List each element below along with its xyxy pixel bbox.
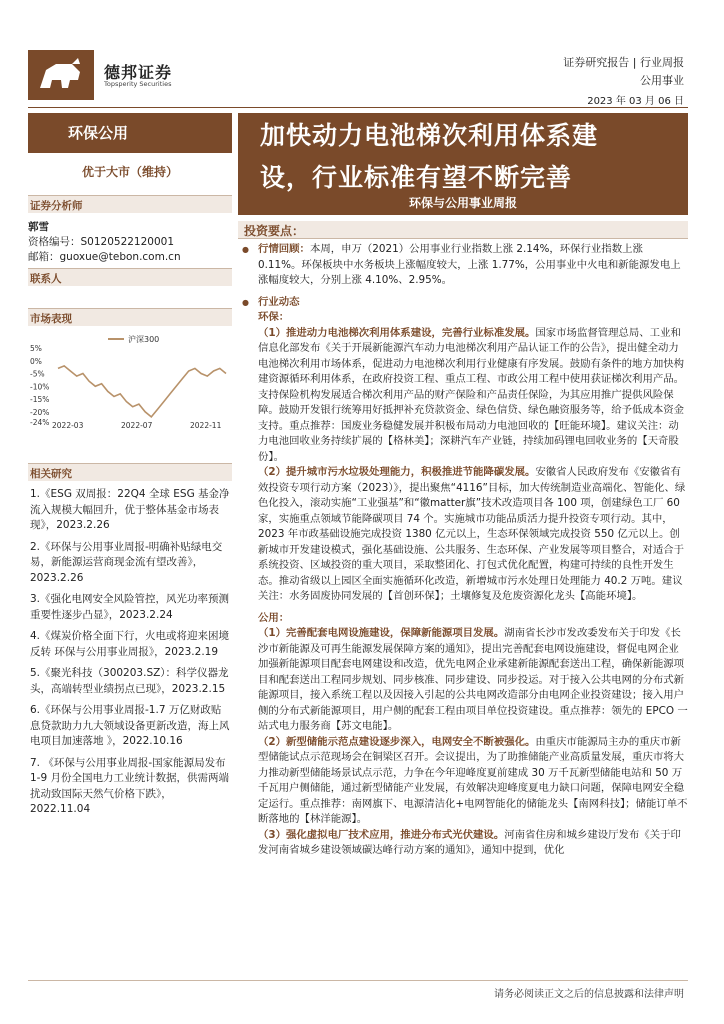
review-text: 本周，申万（2021）公用事业行业指数上涨 2.14%，环保行业指数上涨 0.11%。环保板块中水务板块上涨幅度较大，上涨 1.77%，公用事业中火电和新能源发电上涨幅度较大，分别上涨 4.10%、2.95%。	[258, 243, 681, 286]
x-tick-label: 2022-07	[121, 421, 153, 430]
research-item[interactable]: 3.《强化电网安全风险管控，风光功率预测重要性逐步凸显》，2023.2.24	[30, 593, 230, 621]
company-name: 德邦证券	[104, 63, 173, 82]
x-tick-label: 2022-11	[190, 421, 222, 430]
industry-label: 公用事业	[640, 74, 684, 87]
research-item[interactable]: 4.《煤炭价格全面下行，火电或将迎来困境反转 环保与公用事业周报》，2023.2.19	[30, 630, 230, 658]
disclaimer: 请务必阅读正文之后的信息披露和法律声明	[494, 989, 684, 1000]
rating: 优于大市（维持）	[81, 165, 178, 179]
research-item[interactable]: 7. 《环保与公用事业周报-国家能源局发布 1-9 月份全国电力工业统计数据，供需两端扰动致国际天然气价格下跌》，2022.11.04	[30, 756, 229, 815]
u3-text: 河南省住房和城乡建设厅发布《关于印发河南省城乡建设领域碳达峰行动方案的通知》，通知中提到，优化	[258, 828, 681, 856]
analyst-section-header: 证券分析师	[28, 195, 232, 213]
env-label: 环保：	[258, 311, 290, 323]
report-type: 证券研究报告 | 行业周报	[563, 56, 684, 69]
sector-banner: 环保公用	[28, 113, 232, 153]
series-line-hs300	[58, 366, 226, 417]
u1-text: 湖南省长沙市发改委发布关于印发《长沙市新能源及可再生能源发展保障方案的通知》，提出完善配套电网设施建设，督促电网企业加强新能源项目配套电网建设和改造，优先电网企业承建新能源配套送出工程，确保新能源项目和配套送出工程同步规划、同步核准、同步建设、同步投运。对于接入公共电网的分布式新能源项目，接入系统工程以及因接入引起的公共电网改造部分由电网企业投资建设；接入用户侧的分布式新能源项目，用户侧的配套工程由项目单位投资建设。重点推荐：领先的 EPCO 一站式电力服务商【苏文电能】。	[258, 627, 688, 732]
market-review	[242, 242, 688, 289]
u2-text: 由重庆市能源局主办的重庆市新型储能试点示范现场会在铜梁区召开。会议提出，为了助推储能产业高质量发展，重庆市将大力推动新型储能场景试点示范，力争在今年迎峰度夏前建成 30 万千瓦新型储能电站和 50 万千瓦用户侧储能，通过新型储能产业发展，有效解决迎峰度夏电力缺口问题，保障电网安全稳定运行。重点推荐：南网旗下、电源清洁化+电网智能化的储能龙头【南网科技】；储能订单不断落地的【林洋能源】。	[258, 735, 688, 825]
review-head: 行情回顾：	[258, 243, 310, 255]
report-date: 2023 年 03 月 06 日	[587, 96, 684, 107]
u1-head: （1）完善配套电网设施建设，保障新能源项目发展。	[258, 627, 505, 639]
title-line-2: 设，行业标准有望不断完善	[260, 163, 573, 192]
research-item[interactable]: 5.《聚光科技（300203.SZ）：科学仪器龙头，高端转型业绩拐点已现》，2023.2.15	[30, 667, 229, 695]
market-section-header: 市场表现	[28, 308, 232, 326]
report-body	[242, 242, 688, 859]
footer-divider	[28, 980, 688, 981]
company-english-name: Topsperity Securities	[104, 80, 172, 88]
report-subtitle: 环保与公用事业周报	[408, 196, 517, 210]
related-research-list	[30, 487, 230, 824]
y-tick-label: 0%	[30, 356, 42, 366]
u3-head: （3）强化虚拟电厂技术应用，推进分布式光伏建设。	[258, 828, 505, 841]
y-tick-label: 5%	[30, 344, 42, 353]
util-item-1	[242, 626, 688, 735]
env1-head: （1）推进动力电池梯次利用体系建设，完善行业标准发展。	[258, 326, 536, 339]
util-item-2	[242, 735, 688, 828]
contact-section-header: 联系人	[28, 268, 232, 286]
util-label: 公用：	[258, 611, 290, 624]
legend-label: 沪深300	[128, 335, 160, 344]
env2-text: 安徽省人民政府发布《安徽省有效投资专项行动方案（2023）》，提出聚焦“4116”目标，加大传统制造业高端化、智能化、绿色化投入，滚动实施“工业强基”和“徽matter旗”技术改造项目各 100 项，创建绿色工厂 60 家，实施重点领域节能降碳项目 74 个。实施城市功能品质活力提升投资专项行动。其中，2023 年市政基础设施完成投资 1380 亿元以上，生态环保领域完成投资 550 亿元以上。创新城市开发建设模式，强化基础设施、公共服务、生态环保、产业发展等项目整合，对适合于系统投资、区域投资的重大项目，采取整团化、打包式优化配置，构建可持续的良性开发生态。推动省级以上园区全面实施循环化改造，新增城市污水处理日处理能力 40.2 万吨。建议关注：水务固废协同发展的【首创环保】；土壤修复及危废资源化龙头【高能环境】。	[258, 466, 686, 602]
research-item[interactable]: 2.《环保与公用事业周报-明确补贴绿电交易，新能源运营商现金流有望改善》，2023.2.26	[30, 540, 223, 584]
report-type-block	[563, 54, 684, 90]
analyst-info	[28, 220, 181, 265]
analyst-email: 邮箱：guoxue@tebon.com.cn	[28, 251, 181, 263]
env1-text: 国家市场监督管理总局、工业和信息化部发布《关于开展新能源汽车动力电池梯次利用产品认证工作的公告》，提出健全动力电池梯次利用市场体系，促进动力电池梯次利用行业健康有序发展。鼓励有条件的地方加快构建资源循环利用体系，在政府投资工程、重点工程、市政公用工程中使用获证梯次利用产品。支持保险机构发展适合梯次利用产品的财产保险和产品责任保险，为其应用推广提供风险保障。鼓励开发银行统筹用好抵押补充贷款资金、绿色信贷、绿色融资服务等，给予低成本资金支持。重点推荐：国废业务稳健发展并积极布局动力电池回收的【旺能环境】。建议关注：动力电池回收业务持续扩展的【格林美】；深耕汽车产业链，持续加码锂电回收业务的【天奇股份】。	[258, 326, 685, 463]
company-logo	[28, 50, 94, 100]
report-header	[0, 0, 724, 108]
analyst-cert: 资格编号：S0120522120001	[28, 236, 175, 248]
analyst-name: 郭雪	[28, 221, 49, 233]
y-tick-label: -15%	[30, 395, 50, 405]
env-item-1	[242, 326, 688, 466]
x-tick-label: 2022-03	[52, 421, 84, 430]
research-item[interactable]: 6.《环保与公用事业周报-1.7 万亿财政贴息贷款助力九大领域设备更新改造，海上风电项目加速落地 》，2022.10.16	[30, 704, 230, 747]
env2-head: （2）提升城市污水垃圾处理能力，积极推进节能降碳发展。	[258, 466, 536, 478]
util-item-3	[242, 828, 688, 859]
research-item[interactable]: 1.《ESG 双周报：22Q4 全球 ESG 基金净流入规模大幅回升，优于整体基金市场表现》，2023.2.26	[30, 488, 230, 531]
dynamics-label: 行业动态	[258, 295, 300, 308]
y-tick-label: -20%	[30, 407, 50, 417]
header-divider	[28, 107, 688, 108]
title-line-1: 加快动力电池梯次利用体系建	[260, 121, 599, 150]
u2-head: （2）新型储能示范点建设逐步深入，电网安全不断被强化。	[258, 735, 536, 748]
y-tick-label: -5%	[30, 369, 45, 379]
bull-logo-icon	[28, 50, 94, 100]
y-tick-label: -24%	[30, 418, 50, 427]
env-item-2	[242, 465, 688, 605]
dynamics-head	[242, 295, 688, 311]
market-chart	[28, 330, 232, 430]
key-points-header: 投资要点：	[238, 221, 688, 239]
y-tick-label: -10%	[30, 382, 50, 392]
research-section-header: 相关研究	[28, 463, 232, 481]
market-chart-svg	[28, 330, 232, 430]
